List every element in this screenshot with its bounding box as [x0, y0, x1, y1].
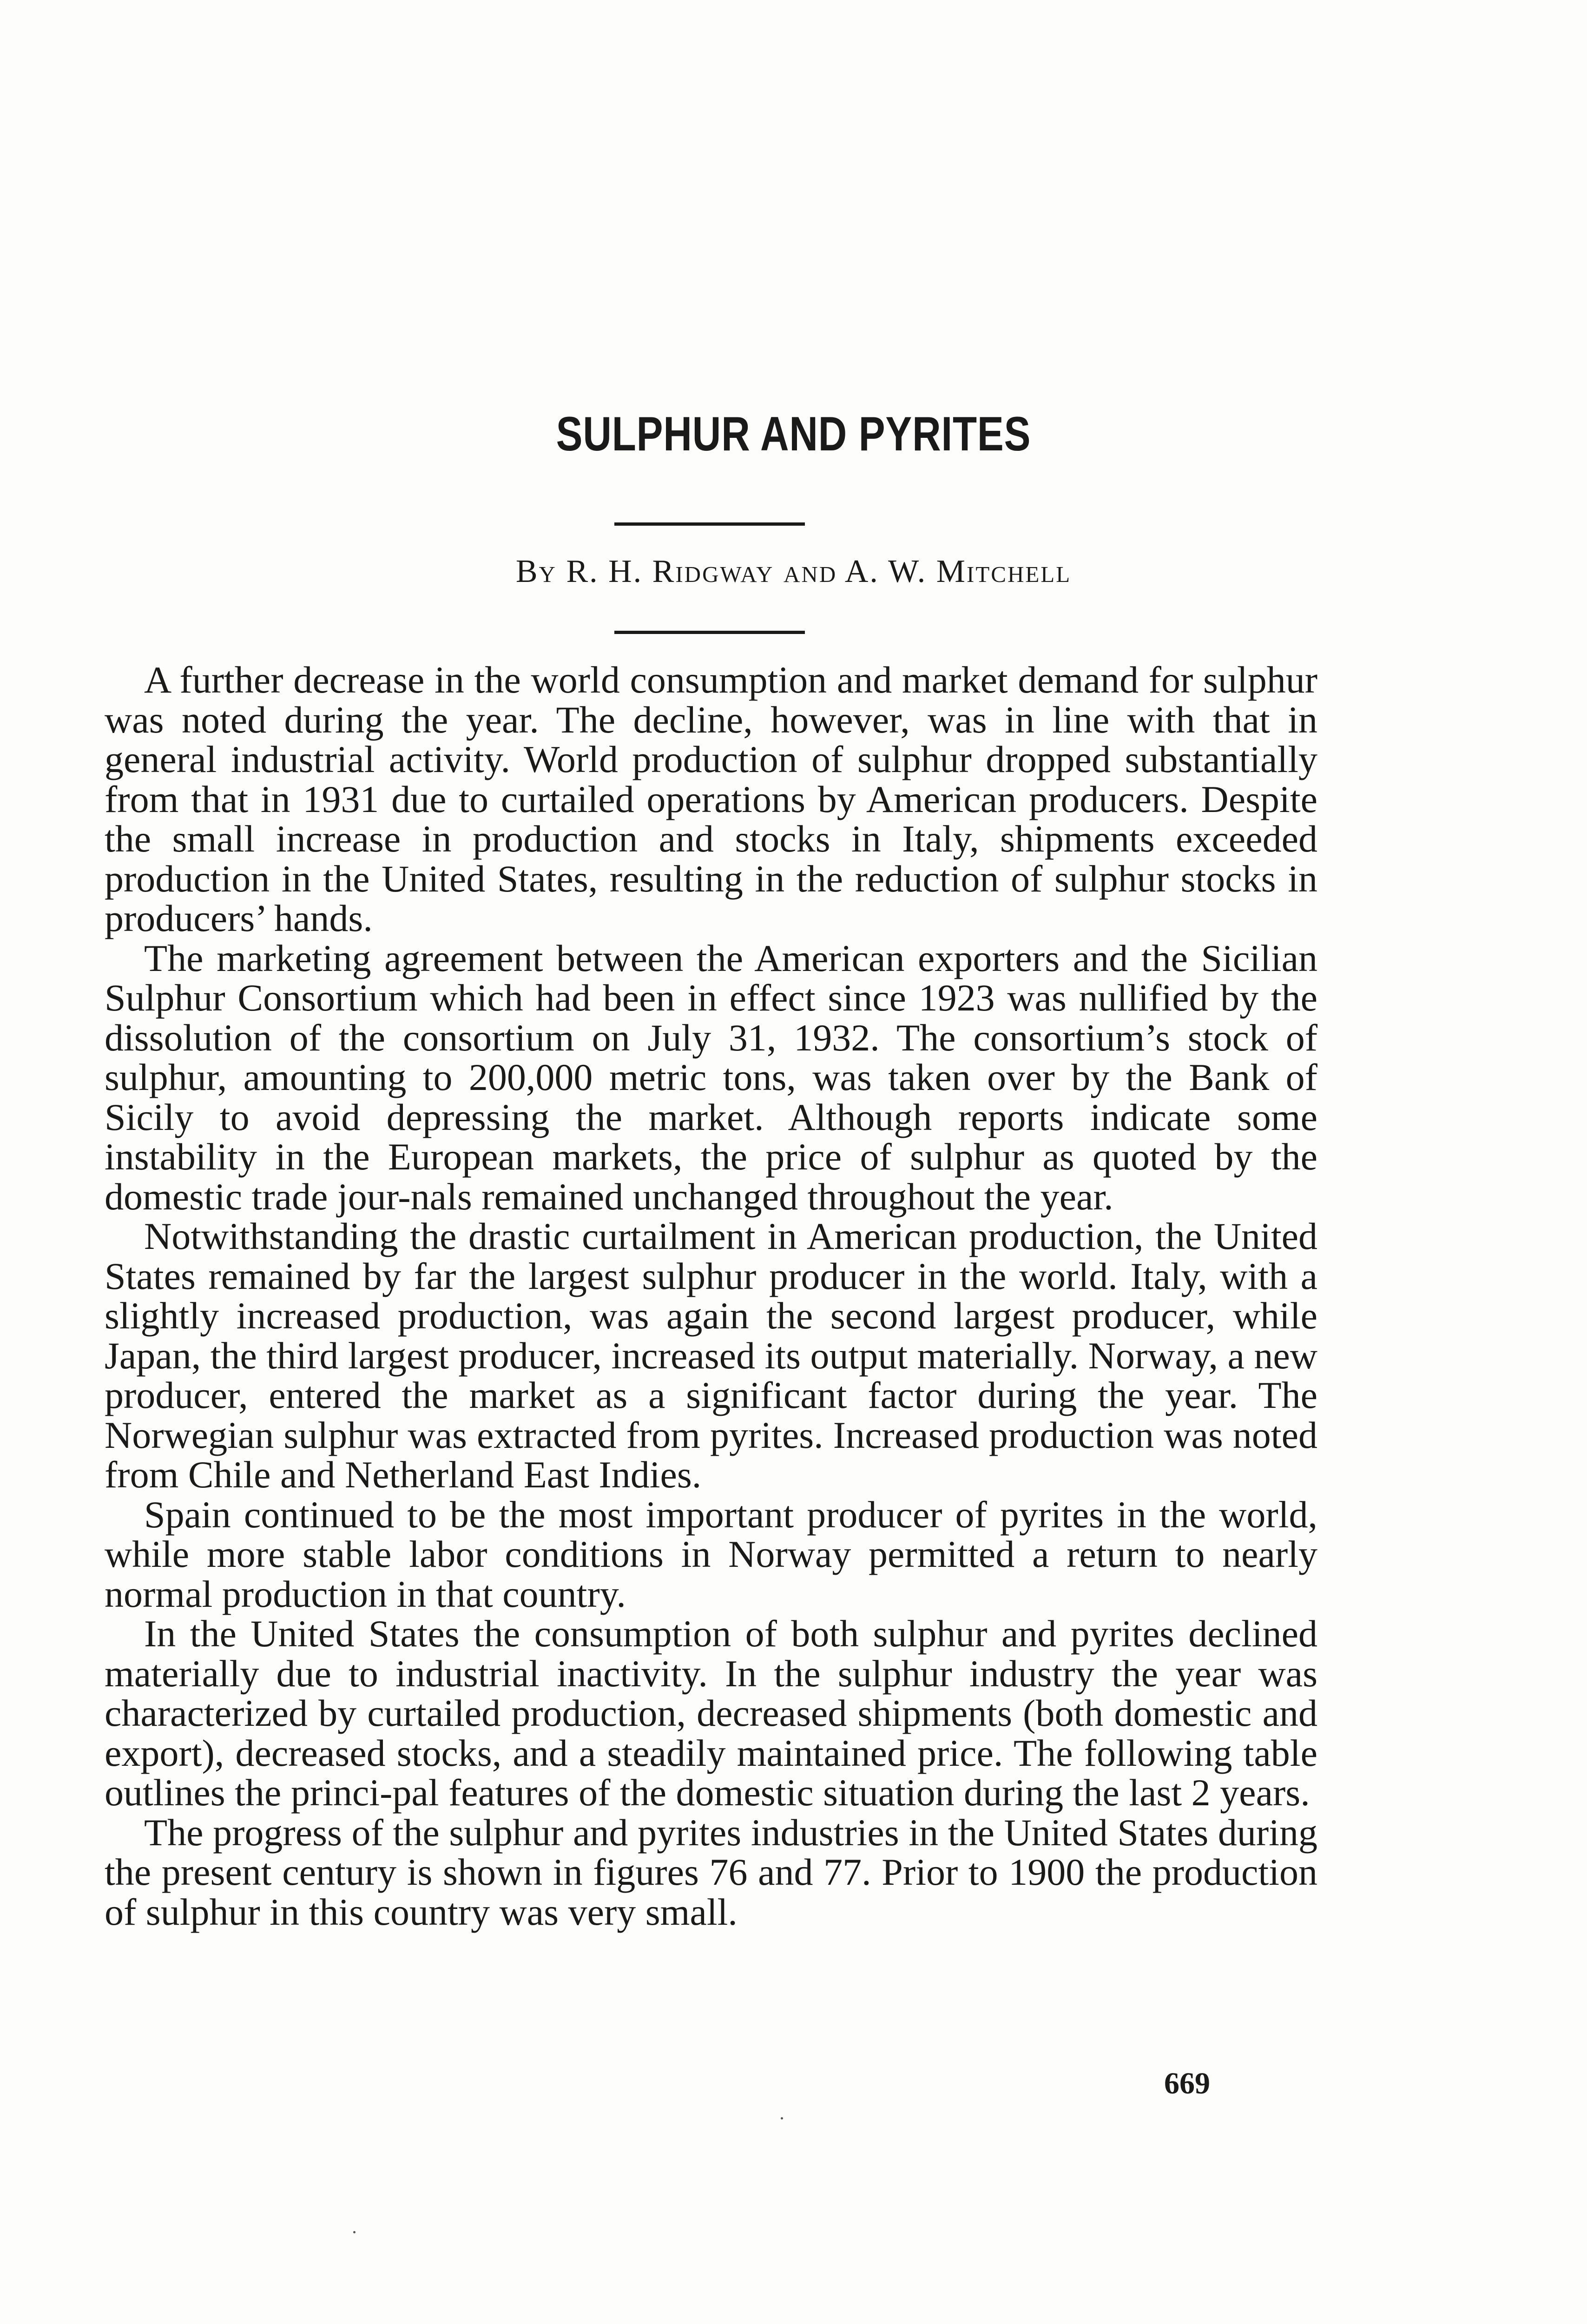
- paragraph-3: Notwithstanding the drastic curtailment in American production, the United States remained by far the largest sulphur producer in the world. Italy, with a slightly increased production, was again the second largest producer, while Japan, the third largest producer, increased its output materially. Norway, a new producer, entered the market as a significant factor during the year. The Norwegian sulphur was extracted from pyrites. Increased production was noted from Chile and Netherland East Indies.: [105, 1215, 1317, 1496]
- page-number: 669: [1164, 2067, 1210, 2100]
- title-rule-bottom: [614, 631, 805, 634]
- paragraph-4: Spain continued to be the most important producer of pyrites in the world, while more stable labor conditions in Norway permitted a return to nearly normal production in that country.: [105, 1493, 1317, 1615]
- byline-authors: R. H. Ridgway and A. W. Mitchell: [566, 554, 1072, 589]
- byline-prefix: By: [515, 554, 557, 589]
- scan-speck: [781, 2117, 783, 2119]
- scan-speck: [353, 2231, 356, 2233]
- page-title: SULPHUR AND PYRITES: [556, 407, 1031, 461]
- paragraph-1: A further decrease in the world consumption and market demand for sulphur was noted during the year. The decline, however, was in line with that in general industrial activity. World production of sulphur dropped substantially from that in 1931 due to curtailed operations by American producers. Despite the small increase in production and stocks in Italy, shipments exceeded production in the United States, resulting in the reduction of sulphur stocks in producers’ hands.: [105, 659, 1317, 939]
- paragraph-2: The marketing agreement between the American exporters and the Sicilian Sulphur Consortium which had been in effect since 1923 was nullified by the dissolution of the consortium on July 31, 1932. The consortium’s stock of sulphur, amounting to 200,000 metric tons, was taken over by the Bank of Sicily to avoid depressing the market. Although reports indicate some instability in the European markets, the price of sulphur as quoted by the domestic trade jour-nals remained unchanged throughout the year.: [105, 937, 1317, 1218]
- paragraph-6: The progress of the sulphur and pyrites industries in the United States during the present century is shown in figures 76 and 77. Prior to 1900 the production of sulphur in this country was very small.: [105, 1811, 1317, 1933]
- article-body: [105, 660, 1317, 1932]
- paragraph-5: In the United States the consumption of both sulphur and pyrites declined materially due to industrial inactivity. In the sulphur industry the year was characterized by curtailed production, decreased shipments (both domestic and export), decreased stocks, and a steadily maintained price. The following table outlines the princi-pal features of the domestic situation during the last 2 years.: [105, 1612, 1317, 1814]
- byline: [0, 553, 1587, 590]
- title-rule-top: [614, 522, 805, 526]
